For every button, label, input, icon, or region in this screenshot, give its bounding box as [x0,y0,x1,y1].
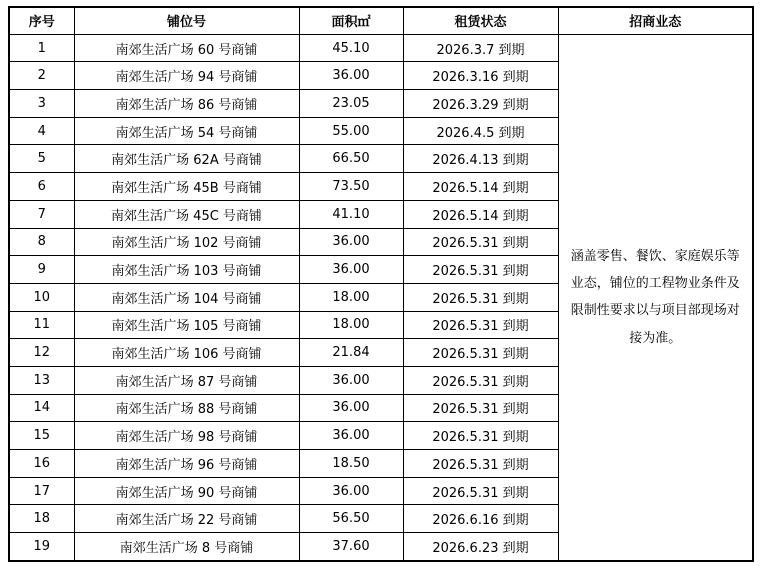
shop-number-cell: 南郊生活广场 60 号商铺 [74,34,299,62]
area-cell: 41.10 [299,200,403,228]
area-cell: 36.00 [299,228,403,256]
lease-status-cell: 2026.4.5 到期 [403,117,558,145]
header-business-type: 招商业态 [558,7,753,34]
shop-number-cell: 南郊生活广场 96 号商铺 [74,450,299,478]
area-cell: 55.00 [299,117,403,145]
shop-number-cell: 南郊生活广场 90 号商铺 [74,477,299,505]
lease-status-cell: 2026.5.31 到期 [403,422,558,450]
shop-number-cell: 南郊生活广场 94 号商铺 [74,62,299,90]
shop-number-cell: 南郊生活广场 8 号商铺 [74,533,299,561]
serial-number-cell: 19 [9,533,74,561]
lease-status-cell: 2026.3.16 到期 [403,62,558,90]
area-cell: 56.50 [299,505,403,533]
area-cell: 36.00 [299,422,403,450]
lease-status-cell: 2026.5.31 到期 [403,283,558,311]
lease-status-cell: 2026.6.23 到期 [403,533,558,561]
header-row [9,7,753,34]
area-cell: 66.50 [299,145,403,173]
serial-number-cell: 18 [9,505,74,533]
header-area: 面积㎡ [299,7,403,34]
serial-number-cell: 16 [9,450,74,478]
shop-number-cell: 南郊生活广场 45B 号商铺 [74,173,299,201]
area-cell: 37.60 [299,533,403,561]
lease-status-cell: 2026.4.13 到期 [403,145,558,173]
header-shop-number: 铺位号 [74,7,299,34]
table-row [9,34,753,62]
shop-number-cell: 南郊生活广场 86 号商铺 [74,90,299,118]
lease-status-cell: 2026.3.7 到期 [403,34,558,62]
lease-status-cell: 2026.5.31 到期 [403,394,558,422]
shop-number-cell: 南郊生活广场 45C 号商铺 [74,200,299,228]
serial-number-cell: 9 [9,256,74,284]
serial-number-cell: 14 [9,394,74,422]
area-cell: 36.00 [299,256,403,284]
serial-number-cell: 6 [9,173,74,201]
lease-status-cell: 2026.5.31 到期 [403,228,558,256]
lease-status-cell: 2026.5.31 到期 [403,339,558,367]
header-serial-number: 序号 [9,7,74,34]
area-cell: 18.00 [299,311,403,339]
area-cell: 73.50 [299,173,403,201]
shop-number-cell: 南郊生活广场 98 号商铺 [74,422,299,450]
serial-number-cell: 12 [9,339,74,367]
serial-number-cell: 7 [9,200,74,228]
shop-number-cell: 南郊生活广场 103 号商铺 [74,256,299,284]
area-cell: 36.00 [299,366,403,394]
serial-number-cell: 4 [9,117,74,145]
shop-lease-table [8,6,754,562]
serial-number-cell: 13 [9,366,74,394]
area-cell: 23.05 [299,90,403,118]
lease-status-cell: 2026.5.14 到期 [403,173,558,201]
business-type-note-cell: 涵盖零售、餐饮、家庭娱乐等业态，铺位的工程物业条件及限制性要求以与项目部现场对接为准。 [558,34,753,561]
area-cell: 45.10 [299,34,403,62]
lease-status-cell: 2026.5.31 到期 [403,477,558,505]
shop-number-cell: 南郊生活广场 104 号商铺 [74,283,299,311]
shop-number-cell: 南郊生活广场 105 号商铺 [74,311,299,339]
serial-number-cell: 17 [9,477,74,505]
shop-number-cell: 南郊生活广场 54 号商铺 [74,117,299,145]
lease-status-cell: 2026.5.14 到期 [403,200,558,228]
area-cell: 36.00 [299,62,403,90]
area-cell: 36.00 [299,394,403,422]
area-cell: 18.50 [299,450,403,478]
serial-number-cell: 15 [9,422,74,450]
serial-number-cell: 2 [9,62,74,90]
shop-number-cell: 南郊生活广场 62A 号商铺 [74,145,299,173]
serial-number-cell: 5 [9,145,74,173]
lease-status-cell: 2026.5.31 到期 [403,366,558,394]
serial-number-cell: 3 [9,90,74,118]
shop-number-cell: 南郊生活广场 102 号商铺 [74,228,299,256]
serial-number-cell: 10 [9,283,74,311]
area-cell: 18.00 [299,283,403,311]
shop-number-cell: 南郊生活广场 22 号商铺 [74,505,299,533]
lease-status-cell: 2026.5.31 到期 [403,256,558,284]
lease-status-cell: 2026.6.16 到期 [403,505,558,533]
area-cell: 36.00 [299,477,403,505]
serial-number-cell: 1 [9,34,74,62]
shop-number-cell: 南郊生活广场 87 号商铺 [74,366,299,394]
lease-status-cell: 2026.5.31 到期 [403,450,558,478]
serial-number-cell: 8 [9,228,74,256]
lease-status-cell: 2026.5.31 到期 [403,311,558,339]
serial-number-cell: 11 [9,311,74,339]
header-lease-status: 租赁状态 [403,7,558,34]
area-cell: 21.84 [299,339,403,367]
shop-number-cell: 南郊生活广场 88 号商铺 [74,394,299,422]
shop-number-cell: 南郊生活广场 106 号商铺 [74,339,299,367]
table-body [9,34,753,561]
lease-status-cell: 2026.3.29 到期 [403,90,558,118]
